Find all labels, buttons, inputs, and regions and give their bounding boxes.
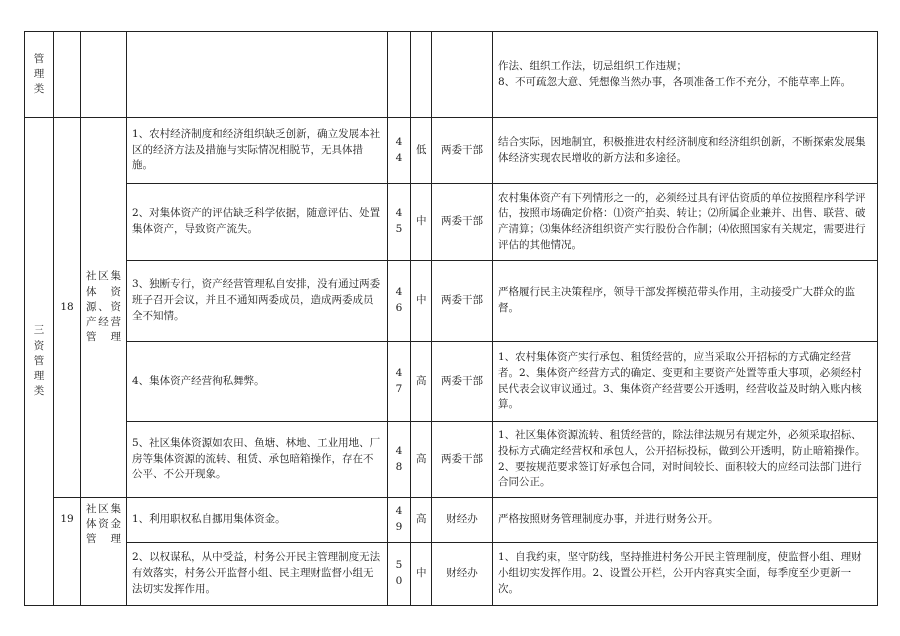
- category-cell: 三资管理类: [25, 118, 54, 606]
- measures-cell: 严格履行民主决策程序，领导干部发挥模范带头作用，主动接受广大群众的监督。: [493, 261, 878, 342]
- risk-code: 49: [388, 498, 411, 543]
- risk-code: 46: [388, 261, 411, 342]
- measures-line: 8、不可疏忽大意、凭想像当然办事，各项准备工作不充分，不能草率上阵。: [498, 75, 852, 88]
- risk-code: 48: [388, 422, 411, 498]
- table-row: [25, 342, 878, 422]
- risk-level: 低: [411, 118, 432, 184]
- risk-description: 3、独断专行，资产经营管理私自安排，没有通过两委班子召开会议，并且不通知两委成员，造成两委成员全不知情。: [127, 261, 388, 342]
- item-name: 社区集体资源、资产经营管理: [81, 118, 127, 498]
- measures-cell: 1、农村集体资产实行承包、租赁经营的，应当采取公开招标的方式确定经营者。2、集体资产经营方式的确定、变更和主要资产处置等重大事项，必须经村民代表会议审议通过。3、集体资产经营要公开透明，经营收益及时纳入账内核算。: [493, 342, 878, 422]
- risk-code: 44: [388, 118, 411, 184]
- table-row: [25, 261, 878, 342]
- responsible-dept: 两委干部: [432, 184, 493, 261]
- risk-level: 高: [411, 342, 432, 422]
- responsible-dept: 两委干部: [432, 118, 493, 184]
- responsible-dept: 财经办: [432, 498, 493, 543]
- item-name: 社区集体资金管理: [81, 498, 127, 606]
- measures-cell: 严格按照财务管理制度办事，并进行财务公开。: [493, 498, 878, 543]
- risk-description: 1、农村经济制度和经济组织缺乏创新，确立发展本社区的经济方法及措施与实际情况相脱节，无具体措施。: [127, 118, 388, 184]
- category-cell-prev: 管理类: [25, 32, 54, 118]
- table-row: [25, 498, 878, 543]
- measures-cell: 农村集体资产有下列情形之一的，必须经过具有评估资质的单位按照程序科学评估，按照市场确定价格：⑴资产拍卖、转让；⑵所属企业兼并、出售、联营、破产清算；⑶集体经济组织资产实行股份合作制；⑷依照国家有关规定，需要进行评估的其他情况。: [493, 184, 878, 261]
- measures-cell: 1、自我约束，坚守防线，坚持推进村务公开民主管理制度，使监督小组、理财小组切实发挥作用。2、设置公开栏，公开内容真实全面，每季度至少更新一次。: [493, 543, 878, 606]
- responsible-dept: 财经办: [432, 543, 493, 606]
- risk-description: 1、利用职权私自挪用集体资金。: [127, 498, 388, 543]
- risk-level: 高: [411, 422, 432, 498]
- risk-description: 4、集体资产经营徇私舞弊。: [127, 342, 388, 422]
- responsible-dept: 两委干部: [432, 422, 493, 498]
- measures-cell: 1、社区集体资源流转、租赁经营的，除法律法规另有规定外，必须采取招标、投标方式确定经营权和承包人，公开招标投标，做到公开透明，防止暗箱操作。2、要按规范要求签订好承包合同，对时间较长、面积较大的应经司法部门进行合同公正。: [493, 422, 878, 498]
- responsible-dept: 两委干部: [432, 342, 493, 422]
- risk-description: 2、对集体资产的评估缺乏科学依据，随意评估、处置集体资产，导致资产流失。: [127, 184, 388, 261]
- item-number: 19: [54, 498, 81, 606]
- risk-control-table: [24, 31, 878, 606]
- risk-level: 中: [411, 543, 432, 606]
- risk-description: 5、社区集体资源如农田、鱼塘、林地、工业用地、厂房等集体资源的流转、租赁、承包暗箱操作，存在不公平、不公开现象。: [127, 422, 388, 498]
- risk-level: 中: [411, 261, 432, 342]
- table-row: [25, 118, 878, 184]
- table-row: [25, 32, 878, 118]
- table-row: [25, 543, 878, 606]
- risk-code: 50: [388, 543, 411, 606]
- responsible-dept: 两委干部: [432, 261, 493, 342]
- risk-code: 45: [388, 184, 411, 261]
- measures-line: 作法、组织工作法，切忌组织工作违规；: [498, 59, 687, 72]
- table-row: [25, 422, 878, 498]
- risk-description: 2、以权谋私，从中受益，村务公开民主管理制度无法有效落实，村务公开监督小组、民主理财监督小组无法切实发挥作用。: [127, 543, 388, 606]
- measures-cell: [493, 32, 878, 118]
- risk-level: 高: [411, 498, 432, 543]
- risk-code: 47: [388, 342, 411, 422]
- measures-cell: 结合实际，因地制宜，积极推进农村经济制度和经济组织创新，不断探索发展集体经济实现农民增收的新方法和多途径。: [493, 118, 878, 184]
- item-number: 18: [54, 118, 81, 498]
- table-row: [25, 184, 878, 261]
- risk-level: 中: [411, 184, 432, 261]
